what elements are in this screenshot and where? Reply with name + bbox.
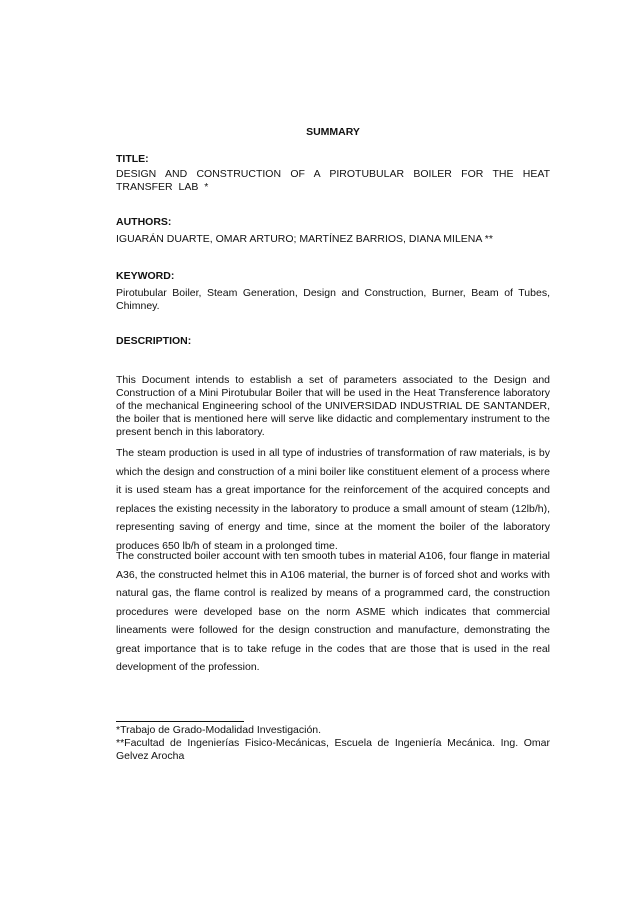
footnote-2: **Facultad de Ingenierías Fisico-Mecánicas, Escuela de Ingeniería Mecánica. Ing. Omar Gelvez Arocha (116, 737, 550, 762)
authors-text: IGUARÁN DUARTE, OMAR ARTURO; MARTÍNEZ BARRIOS, DIANA MILENA ** (116, 233, 493, 245)
description-label: DESCRIPTION: (116, 335, 192, 347)
footnote-rule (116, 721, 244, 722)
description-paragraph-1: This Document intends to establish a set of parameters associated to the Design and Construction of a Mini Pirotubular Boiler that will be used in the Heat Transference laboratory of the mechanical Engineering school of the UNIVERSIDAD INDUSTRIAL DE SANTANDER, the boiler that is mentioned here will serve like didactic and complementary instrument to the present bench in this laboratory. (116, 374, 550, 438)
description-paragraph-3: The constructed boiler account with ten smooth tubes in material A106, four flange in material A36, the constructed helmet this in A106 material, the burner is of forced shot and works with natural gas, the flame control is realized by means of a programmed card, the construction procedures were developed base on the norm ASME which indicates that commercial lineaments were followed for the design construction and manufacture, demonstrating the great importance that is to take refuge in the codes that are those that is used in the real development of the profession. (116, 550, 550, 673)
description-paragraph-2: The steam production is used in all type of industries of transformation of raw materials, is by which the design and construction of a mini boiler like constituent element of a process where it is used steam has a great importance for the reinforcement of the acquired concepts and replaces the existing necessity in the laboratory to produce a small amount of steam (12lb/h), representing saving of energy and time, since at the moment the boiler of the laboratory produces 650 lb/h of steam in a prolonged time. (116, 447, 550, 552)
summary-heading: SUMMARY (306, 126, 360, 138)
title-label: TITLE: (116, 153, 149, 165)
keyword-text: Pirotubular Boiler, Steam Generation, Design and Construction, Burner, Beam of Tubes, Chimney. (116, 287, 550, 312)
title-text: DESIGN AND CONSTRUCTION OF A PIROTUBULAR BOILER FOR THE HEAT TRANSFER LAB * (116, 168, 550, 193)
footnote-1: *Trabajo de Grado-Modalidad Investigación. (116, 724, 322, 736)
keyword-label: KEYWORD: (116, 270, 175, 282)
authors-label: AUTHORS: (116, 216, 172, 228)
